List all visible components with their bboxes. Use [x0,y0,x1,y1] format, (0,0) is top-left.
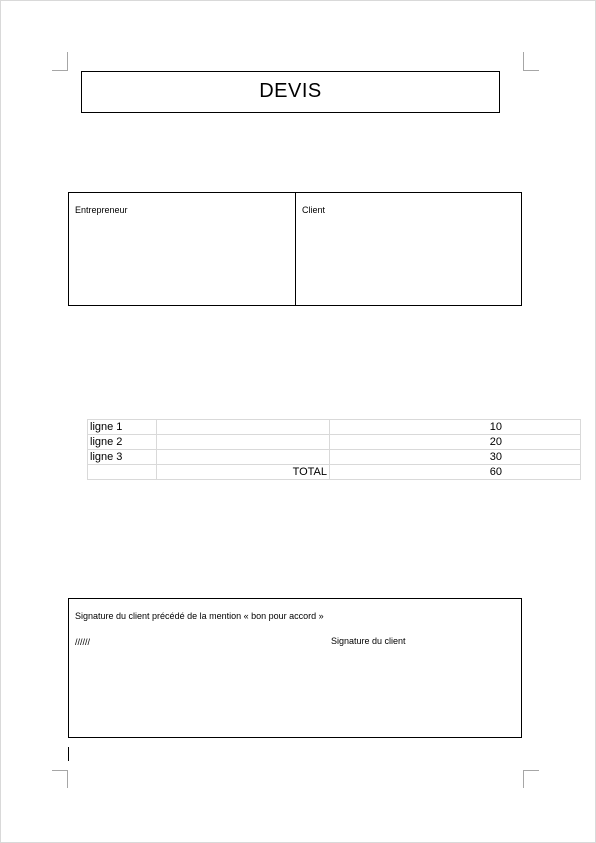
line-label[interactable]: ligne 3 [88,450,157,465]
total-empty-cell[interactable] [88,465,157,480]
total-label[interactable]: TOTAL [157,465,330,480]
crop-mark-top-left [52,52,68,71]
client-label: Client [302,205,326,215]
parties-divider [295,193,296,305]
line-amount[interactable]: 20 [330,435,581,450]
signature-label: Signature du client [331,636,406,646]
parties-box[interactable] [68,192,522,306]
total-row [88,465,581,480]
signature-placeholder: ////// [75,637,91,647]
signature-box[interactable] [68,598,522,738]
line-label[interactable]: ligne 1 [88,420,157,435]
total-amount[interactable]: 60 [330,465,581,480]
line-description[interactable] [157,420,330,435]
quote-lines-table[interactable] [87,419,581,480]
text-cursor [68,747,69,761]
crop-mark-bottom-left [52,770,68,788]
crop-mark-top-right [523,52,539,71]
crop-mark-bottom-right [523,770,539,788]
table-row [88,450,581,465]
line-amount[interactable]: 30 [330,450,581,465]
table-row [88,420,581,435]
line-amount[interactable]: 10 [330,420,581,435]
document-title: DEVIS [259,80,322,102]
title-box[interactable] [81,71,500,113]
line-description[interactable] [157,435,330,450]
signature-title: Signature du client précédé de la mention « bon pour accord » [75,611,324,621]
line-label[interactable]: ligne 2 [88,435,157,450]
entrepreneur-label: Entrepreneur [75,205,128,215]
table-row [88,435,581,450]
line-description[interactable] [157,450,330,465]
